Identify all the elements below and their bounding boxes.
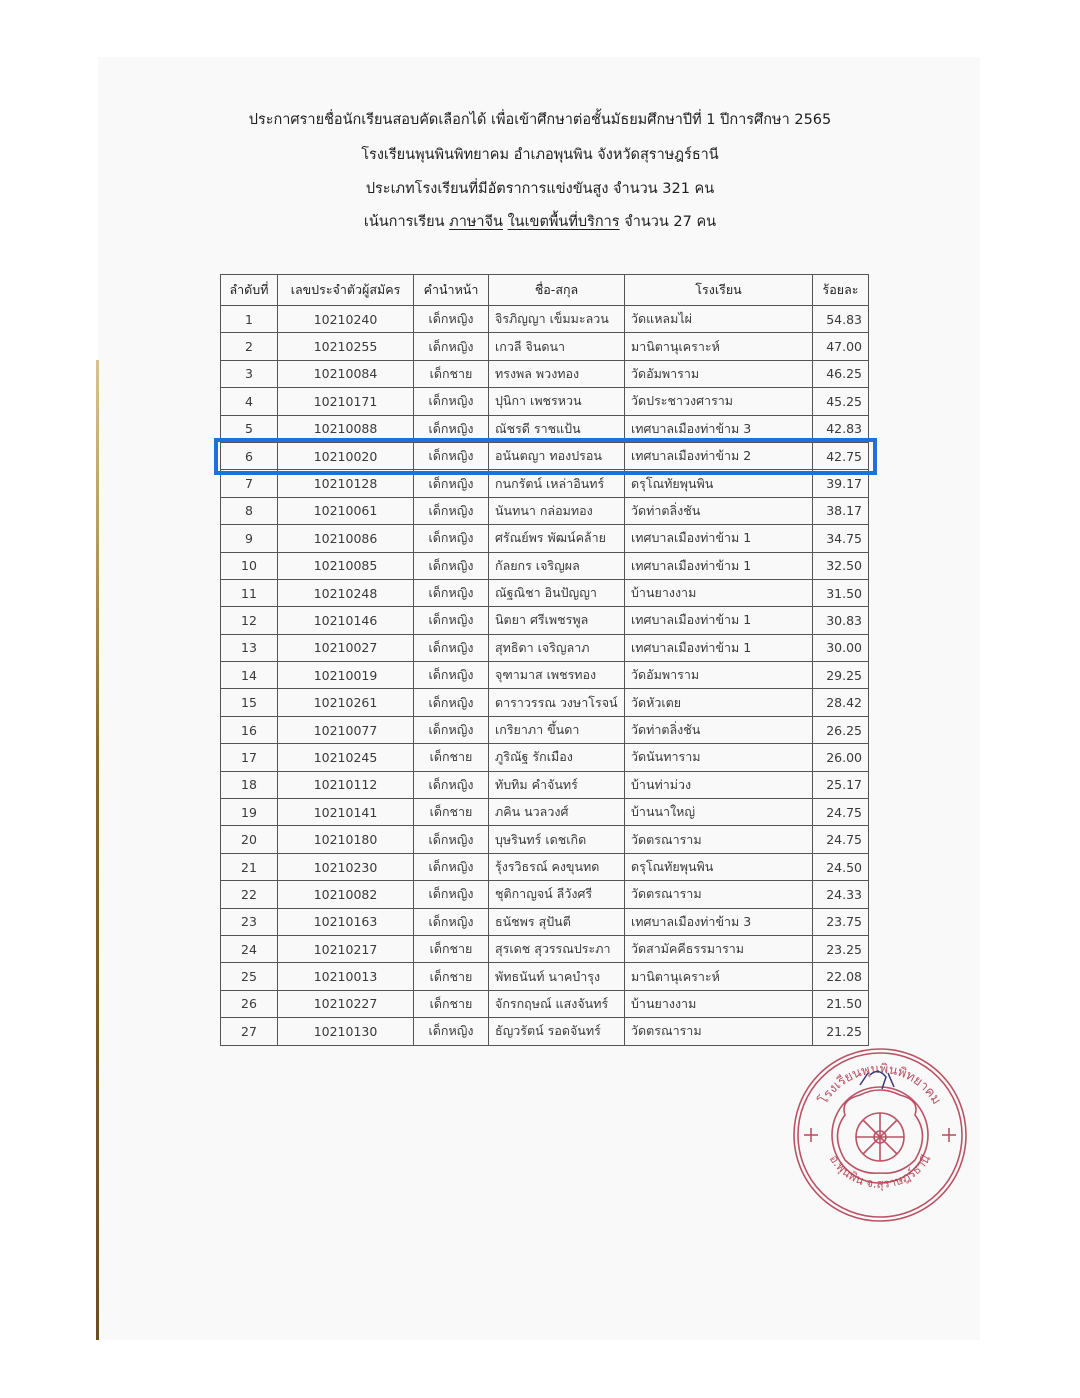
cell-name: ศรัณย์พร พัฒน์คล้าย (489, 525, 625, 552)
svg-text:โรงเรียนพุนพินพิทยาคม (815, 1062, 944, 1108)
cell-order: 8 (221, 497, 278, 524)
heading-line-3: ประเภทโรงเรียนที่มีอัตราการแข่งขันสูง จำนวน 321 คน (365, 181, 715, 197)
table-row (221, 306, 869, 333)
cell-name: ทับทิม คำจันทร์ (489, 771, 625, 798)
cell-order: 27 (221, 1018, 278, 1045)
cell-school: วัดตรณาราม (625, 1018, 813, 1045)
cell-school: วัดอัมพาราม (625, 360, 813, 387)
cell-order: 21 (221, 853, 278, 880)
cell-applicant-id: 10210141 (278, 799, 414, 826)
table-row (221, 579, 869, 606)
table-row (221, 990, 869, 1017)
table-row (221, 360, 869, 387)
cell-school: ดรุโณทัยพุนพิน (625, 470, 813, 497)
cell-applicant-id: 10210061 (278, 497, 414, 524)
cell-name: ธัญวรัตน์ รอดจันทร์ (489, 1018, 625, 1045)
cell-school: เทศบาลเมืองท่าข้าม 2 (625, 442, 813, 469)
cell-name: กัลยกร เจริญผล (489, 552, 625, 579)
cell-applicant-id: 10210146 (278, 607, 414, 634)
cell-prefix: เด็กชาย (414, 963, 489, 990)
cell-prefix: เด็กชาย (414, 360, 489, 387)
cell-order: 15 (221, 689, 278, 716)
table-row (221, 634, 869, 661)
cell-school: วัดนันทาราม (625, 744, 813, 771)
school-seal (790, 1045, 970, 1225)
heading-count: จำนวน 27 คน (624, 214, 717, 230)
cell-school: เทศบาลเมืองท่าข้าม 1 (625, 525, 813, 552)
cell-prefix: เด็กหญิง (414, 634, 489, 661)
cell-name: ชุติกาญจน์ ลีวังศรี (489, 881, 625, 908)
cell-applicant-id: 10210248 (278, 579, 414, 606)
cell-prefix: เด็กหญิง (414, 853, 489, 880)
cell-school: เทศบาลเมืองท่าข้าม 3 (625, 908, 813, 935)
cell-name: ภคิน นวลวงศ์ (489, 799, 625, 826)
cell-name: ณัชรดี ราชแป้น (489, 415, 625, 442)
table-row (221, 470, 869, 497)
cell-percent: 24.75 (813, 826, 869, 853)
cell-applicant-id: 10210163 (278, 908, 414, 935)
cell-applicant-id: 10210240 (278, 306, 414, 333)
cell-school: วัดตรณาราม (625, 826, 813, 853)
binding-edge (96, 360, 99, 1340)
cell-school: บ้านยางงาม (625, 990, 813, 1017)
cell-name: รุ้งรวิธรณ์ คงขุนทด (489, 853, 625, 880)
cell-name: จุฑามาส เพชรทอง (489, 662, 625, 689)
cell-prefix: เด็กหญิง (414, 470, 489, 497)
cell-school: วัดอัมพาราม (625, 662, 813, 689)
cell-school: วัดท่าตลิ่งชัน (625, 497, 813, 524)
cell-order: 24 (221, 935, 278, 962)
cell-school: เทศบาลเมืองท่าข้าม 1 (625, 552, 813, 579)
cell-order: 17 (221, 744, 278, 771)
cell-name: นิตยา ศรีเพชรพูล (489, 607, 625, 634)
cell-school: มานิตานุเคราะห์ (625, 963, 813, 990)
cell-applicant-id: 10210013 (278, 963, 414, 990)
cell-name: จักรกฤษณ์ แสงจันทร์ (489, 990, 625, 1017)
cell-percent: 28.42 (813, 689, 869, 716)
cell-prefix: เด็กหญิง (414, 908, 489, 935)
cell-prefix: เด็กชาย (414, 799, 489, 826)
cell-prefix: เด็กชาย (414, 744, 489, 771)
cell-applicant-id: 10210084 (278, 360, 414, 387)
cell-school: เทศบาลเมืองท่าข้าม 1 (625, 634, 813, 661)
header-order: ลำดับที่ (221, 275, 278, 306)
cell-school: เทศบาลเมืองท่าข้าม 1 (625, 607, 813, 634)
table-row (221, 799, 869, 826)
cell-applicant-id: 10210085 (278, 552, 414, 579)
cell-school: วัดตรณาราม (625, 881, 813, 908)
cell-name: ธนัชพร สุปันตี (489, 908, 625, 935)
cell-prefix: เด็กหญิง (414, 826, 489, 853)
cell-order: 6 (221, 442, 278, 469)
seal-text-top: โรงเรียนพุนพินพิทยาคม (816, 1061, 944, 1108)
cell-percent: 26.25 (813, 716, 869, 743)
cell-name: นันทนา กล่อมทอง (489, 497, 625, 524)
cell-prefix: เด็กหญิง (414, 579, 489, 606)
cell-percent: 42.83 (813, 415, 869, 442)
cell-applicant-id: 10210261 (278, 689, 414, 716)
cell-prefix: เด็กหญิง (414, 415, 489, 442)
cell-order: 12 (221, 607, 278, 634)
table-row (221, 662, 869, 689)
heading-line-2: โรงเรียนพุนพินพิทยาคม อำเภอพุนพิน จังหวัดสุราษฎร์ธานี (361, 147, 719, 163)
cell-order: 23 (221, 908, 278, 935)
cell-school: วัดแหลมไผ่ (625, 306, 813, 333)
cell-order: 16 (221, 716, 278, 743)
cell-order: 5 (221, 415, 278, 442)
cell-percent: 22.08 (813, 963, 869, 990)
table-row (221, 607, 869, 634)
cell-order: 19 (221, 799, 278, 826)
cell-applicant-id: 10210230 (278, 853, 414, 880)
cell-prefix: เด็กหญิง (414, 552, 489, 579)
cell-percent: 31.50 (813, 579, 869, 606)
cell-prefix: เด็กหญิง (414, 662, 489, 689)
cell-percent: 46.25 (813, 360, 869, 387)
cell-percent: 32.50 (813, 552, 869, 579)
cell-school: บ้านท่าม่วง (625, 771, 813, 798)
cell-name: เกริยาภา ขึ้นดา (489, 716, 625, 743)
cell-percent: 24.33 (813, 881, 869, 908)
cell-percent: 21.50 (813, 990, 869, 1017)
cell-school: วัดหัวเตย (625, 689, 813, 716)
table-row (221, 744, 869, 771)
cell-order: 10 (221, 552, 278, 579)
cell-name: พัทธนันท์ นาคบำรุง (489, 963, 625, 990)
table-row (221, 333, 869, 360)
table-row (221, 771, 869, 798)
cell-applicant-id: 10210245 (278, 744, 414, 771)
cell-percent: 24.75 (813, 799, 869, 826)
cell-applicant-id: 10210255 (278, 333, 414, 360)
table-row (221, 935, 869, 962)
table-row (221, 525, 869, 552)
cell-school: วัดท่าตลิ่งชัน (625, 716, 813, 743)
cell-percent: 30.83 (813, 607, 869, 634)
cell-name: ดาราวรรณ วงษาโรจน์ (489, 689, 625, 716)
heading-study-focus: เน้นการเรียน (363, 214, 445, 230)
cell-name: ณัฐณิชา อินปัญญา (489, 579, 625, 606)
cell-order: 26 (221, 990, 278, 1017)
cell-name: กนกรัตน์ เหล่าอินทร์ (489, 470, 625, 497)
table-row (221, 908, 869, 935)
cell-prefix: เด็กหญิง (414, 497, 489, 524)
cell-order: 3 (221, 360, 278, 387)
cell-applicant-id: 10210180 (278, 826, 414, 853)
cell-percent: 30.00 (813, 634, 869, 661)
cell-percent: 21.25 (813, 1018, 869, 1045)
cell-school: ดรุโณทัยพุนพิน (625, 853, 813, 880)
cell-order: 25 (221, 963, 278, 990)
table-row (221, 1018, 869, 1045)
cell-applicant-id: 10210112 (278, 771, 414, 798)
cell-percent: 34.75 (813, 525, 869, 552)
cell-order: 22 (221, 881, 278, 908)
heading-line-1: ประกาศรายชื่อนักเรียนสอบคัดเลือกได้ เพื่อเข้าศึกษาต่อชั้นมัธยมศึกษาปีที่ 1 ปีการศึกษา 2565 (248, 112, 832, 128)
cell-order: 11 (221, 579, 278, 606)
cell-percent: 25.17 (813, 771, 869, 798)
cell-name: อนันตญา ทองปรอน (489, 442, 625, 469)
cell-prefix: เด็กชาย (414, 935, 489, 962)
cell-applicant-id: 10210217 (278, 935, 414, 962)
table-row (221, 963, 869, 990)
cell-order: 13 (221, 634, 278, 661)
student-list-table (220, 274, 869, 1046)
cell-applicant-id: 10210020 (278, 442, 414, 469)
cell-percent: 26.00 (813, 744, 869, 771)
cell-name: ปุนิกา เพชรหวน (489, 388, 625, 415)
cell-order: 1 (221, 306, 278, 333)
cell-order: 2 (221, 333, 278, 360)
table-row (221, 415, 869, 442)
table-row (221, 853, 869, 880)
cell-order: 4 (221, 388, 278, 415)
cell-applicant-id: 10210128 (278, 470, 414, 497)
table-row (221, 689, 869, 716)
cell-prefix: เด็กหญิง (414, 306, 489, 333)
cell-percent: 42.75 (813, 442, 869, 469)
cell-percent: 23.75 (813, 908, 869, 935)
table-row (221, 497, 869, 524)
cell-order: 7 (221, 470, 278, 497)
cell-prefix: เด็กหญิง (414, 1018, 489, 1045)
cell-order: 20 (221, 826, 278, 853)
cell-school: เทศบาลเมืองท่าข้าม 3 (625, 415, 813, 442)
cell-applicant-id: 10210082 (278, 881, 414, 908)
cell-school: มานิตานุเคราะห์ (625, 333, 813, 360)
cell-percent: 45.25 (813, 388, 869, 415)
cell-name: ภูริณัฐ รักเมือง (489, 744, 625, 771)
heading-language: ภาษาจีน (449, 214, 503, 230)
header-prefix: คำนำหน้า (414, 275, 489, 306)
table-row (221, 826, 869, 853)
cell-prefix: เด็กหญิง (414, 881, 489, 908)
cell-applicant-id: 10210086 (278, 525, 414, 552)
cell-name: เกวลี จินดนา (489, 333, 625, 360)
cell-percent: 38.17 (813, 497, 869, 524)
cell-prefix: เด็กหญิง (414, 442, 489, 469)
cell-applicant-id: 10210227 (278, 990, 414, 1017)
cell-applicant-id: 10210171 (278, 388, 414, 415)
cell-order: 14 (221, 662, 278, 689)
header-applicant-id: เลขประจำตัวผู้สมัคร (278, 275, 414, 306)
table-row (221, 388, 869, 415)
cell-percent: 54.83 (813, 306, 869, 333)
cell-school: บ้านยางงาม (625, 579, 813, 606)
heading-line-4 (0, 210, 1080, 233)
cell-school: วัดประชาวงศาราม (625, 388, 813, 415)
cell-order: 9 (221, 525, 278, 552)
cell-prefix: เด็กชาย (414, 990, 489, 1017)
seal-text-bottom: อ.พุนพิน จ.สุราษฎร์ธานี (826, 1152, 934, 1191)
cell-percent: 29.25 (813, 662, 869, 689)
cell-percent: 23.25 (813, 935, 869, 962)
header-school: โรงเรียน (625, 275, 813, 306)
cell-name: บุษรินทร์ เดชเกิด (489, 826, 625, 853)
table-row (221, 442, 869, 469)
cell-school: วัดสามัคคีธรรมาราม (625, 935, 813, 962)
cell-name: สุทธิดา เจริญลาภ (489, 634, 625, 661)
header-percent: ร้อยละ (813, 275, 869, 306)
cell-applicant-id: 10210130 (278, 1018, 414, 1045)
cell-applicant-id: 10210027 (278, 634, 414, 661)
table-row (221, 552, 869, 579)
cell-percent: 24.50 (813, 853, 869, 880)
cell-school: บ้านนาใหญ่ (625, 799, 813, 826)
table-row (221, 881, 869, 908)
cell-order: 18 (221, 771, 278, 798)
cell-applicant-id: 10210019 (278, 662, 414, 689)
cell-name: สุรเดช สุวรรณประภา (489, 935, 625, 962)
cell-prefix: เด็กหญิง (414, 716, 489, 743)
table-row (221, 716, 869, 743)
table-header-row (221, 275, 869, 306)
cell-percent: 47.00 (813, 333, 869, 360)
cell-percent: 39.17 (813, 470, 869, 497)
cell-prefix: เด็กหญิง (414, 771, 489, 798)
cell-applicant-id: 10210077 (278, 716, 414, 743)
header-name: ชื่อ-สกุล (489, 275, 625, 306)
cell-name: ทรงพล พวงทอง (489, 360, 625, 387)
cell-applicant-id: 10210088 (278, 415, 414, 442)
heading-service-area: ในเขตพื้นที่บริการ (507, 214, 620, 230)
cell-prefix: เด็กหญิง (414, 607, 489, 634)
cell-prefix: เด็กหญิง (414, 689, 489, 716)
cell-prefix: เด็กหญิง (414, 525, 489, 552)
cell-name: จิรภิญญา เข็มมะลวน (489, 306, 625, 333)
cell-prefix: เด็กหญิง (414, 333, 489, 360)
cell-prefix: เด็กหญิง (414, 388, 489, 415)
